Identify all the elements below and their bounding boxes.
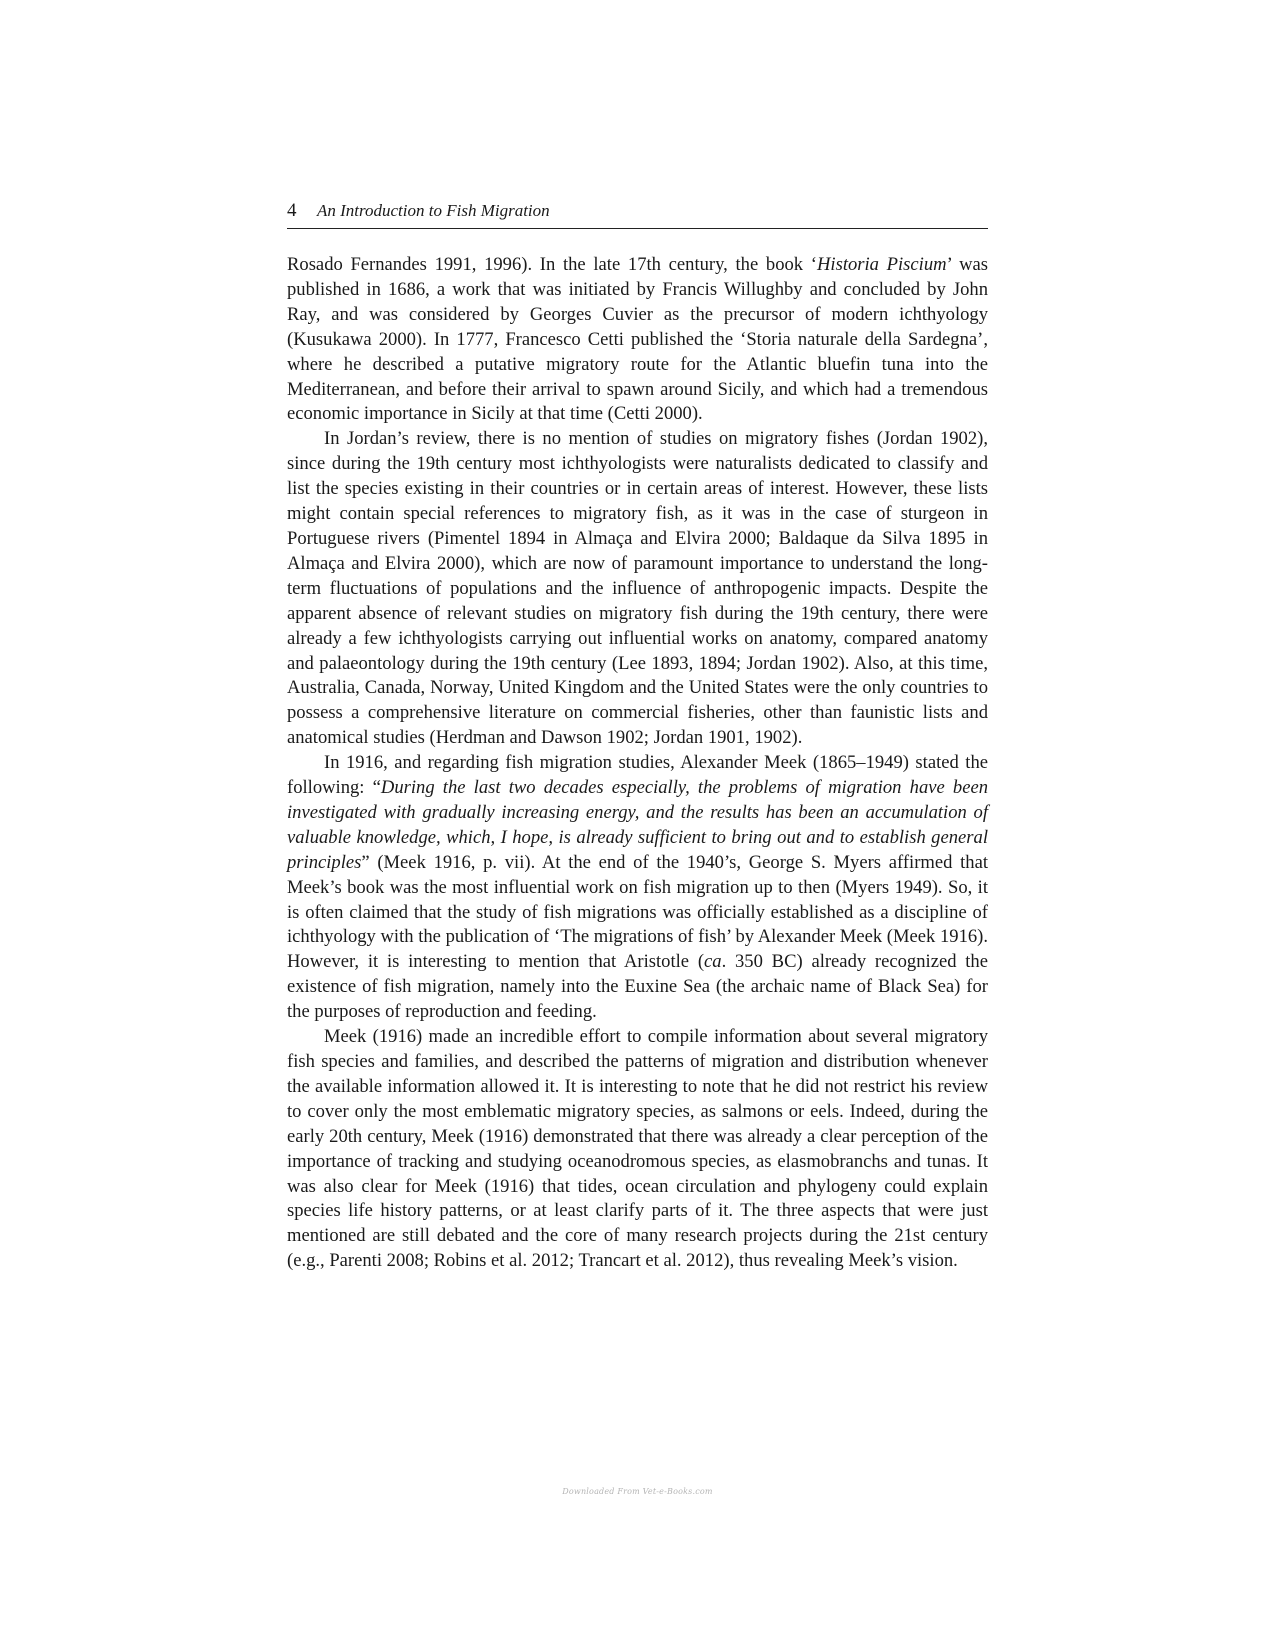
text-run: . 350 BC) already recognized the existence of fish migration, namely into the Euxine Sea (the archaic name of Black Sea) for the purposes of reproduction and feeding.: [287, 951, 988, 1023]
paragraph: [287, 1025, 988, 1274]
abbreviation-italic: ca: [704, 951, 722, 973]
text-run: Meek (1916) made an incredible effort to compile information about several migratory fish species and families, and described the patterns of migration and distribution whenever the available information allowed it. It is interesting to note that he did not restrict his review to cover only the most emblematic migratory species, as salmons or eels. Indeed, during the early 20th century, Meek (1916) demonstrated that there was already a clear perception of the importance of tracking and studying oceanodromous species, as elasmobranchs and tunas. It was also clear for Meek (1916) that tides, ocean circulation and phylogeny could explain species life history patterns, or at least clarify parts of it. The three aspects that were just mentioned are still debated and the core of many research projects during the 21st century (e.g., Parenti 2008; Robins et al. 2012; Trancart et al. 2012), thus revealing Meek’s vision.: [287, 1026, 988, 1272]
running-header: [287, 199, 988, 229]
text-run: Rosado Fernandes 1991, 1996). In the late 17th century, the book ‘: [287, 254, 817, 275]
download-watermark: Downloaded From Vet-e-Books.com: [562, 1487, 713, 1496]
book-title-italic: Historia Piscium: [816, 254, 947, 275]
quotation-italic: During the last two decades especially, the problems of migration have been investigated with gradually increasing energy, and the results has been an accumulation of valuable knowledge, which, I hope, is already sufficient to bring out and to establish general principles: [287, 777, 989, 873]
paragraph: [287, 253, 988, 427]
text-run: ’ was published in 1686, a work that was initiated by Francis Willughby and concluded by John Ray, and was considered by Georges Cuvier as the precursor of modern ichthyology (Kusukawa 2000). In 1777, Francesco Cetti published the ‘Storia naturale della Sardegna’, where he described a putative migratory route for the Atlantic bluefin tuna into the Mediterranean, and before their arrival to spawn around Sicily, and which had a tremendous economic importance in Sicily at that time (Cetti 2000).: [287, 254, 988, 425]
paragraph: [287, 751, 988, 1025]
body-text: [287, 253, 988, 1274]
paragraph: [287, 427, 988, 751]
text-run: In Jordan’s review, there is no mention of studies on migratory fishes (Jordan 1902), since during the 19th century most ichthyologists were naturalists dedicated to classify and list the species existing in their countries or in certain areas of interest. However, these lists might contain special references to migratory fish, as it was in the case of sturgeon in Portuguese rivers (Pimentel 1894 in Almaça and Elvira 2000; Baldaque da Silva 1895 in Almaça and Elvira 2000), which are now of paramount importance to understand the long-term fluctuations of populations and the influence of anthropogenic impacts. Despite the apparent absence of relevant studies on migratory fish during the 19th century, there were already a few ichthyologists carrying out influential works on anatomy, compared anatomy and palaeontology during the 19th century (Lee 1893, 1894; Jordan 1902). Also, at this time, Australia, Canada, Norway, United Kingdom and the United States were the only countries to possess a comprehensive literature on commercial fisheries, other than faunistic lists and anatomical studies (Herdman and Dawson 1902; Jordan 1901, 1902).: [287, 428, 988, 749]
text-run: In 1916, and regarding fish migration studies, Alexander Meek (1865–1949) stated the following: “: [287, 752, 988, 799]
running-title: An Introduction to Fish Migration: [317, 201, 550, 220]
page-number: 4: [287, 200, 297, 221]
text-run: ” (Meek 1916, p. vii). At the end of the 1940’s, George S. Myers affirmed that Meek’s book was the most influential work on fish migration up to then (Myers 1949). So, it is often claimed that the study of fish migrations was officially established as a discipline of ichthyology with the publication of ‘The migrations of fish’ by Alexander Meek (Meek 1916). However, it is interesting to mention that Aristotle (: [287, 851, 988, 973]
